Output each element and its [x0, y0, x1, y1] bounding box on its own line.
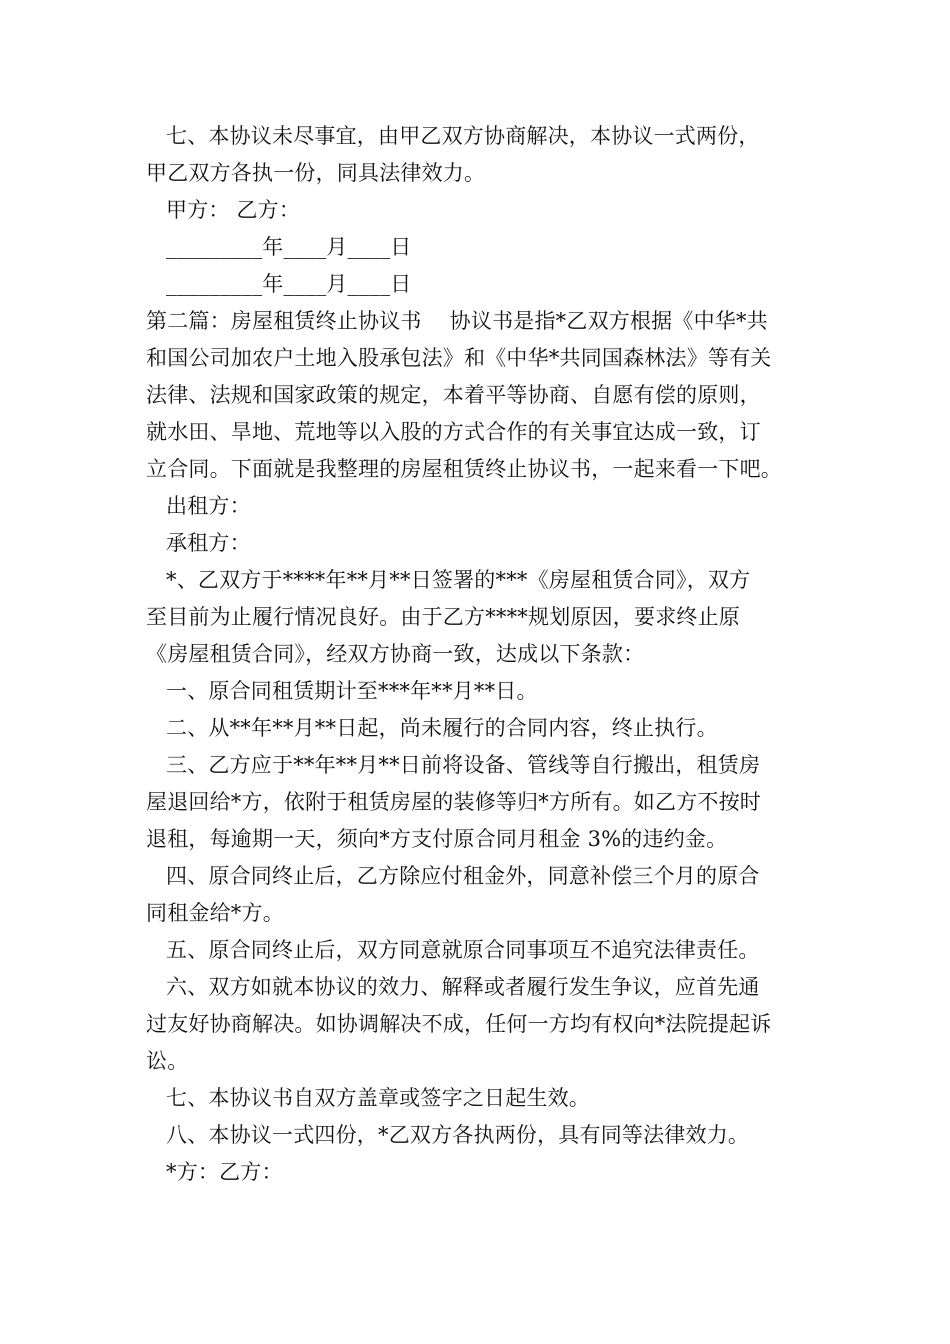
- paragraph-line: *、乙双方于****年**月**日签署的***《房屋租赁合同》，双方: [166, 568, 751, 592]
- document-body: [146, 118, 810, 1191]
- lessee-label: 承租方：: [166, 531, 251, 555]
- paragraph-line: 立合同。下面就是我整理的房屋租赁终止协议书，一起来看一下吧。: [146, 457, 782, 481]
- clause-line: 三、乙方应于**年**月**日前将设备、管线等自行搬出，租赁房: [166, 753, 761, 777]
- paragraph-line: 和国公司加农户土地入股承包法》和《中华*共同国森林法》等有关: [146, 346, 772, 370]
- clause-line: 讼。: [146, 1049, 189, 1073]
- clause-line: 四、原合同终止后，乙方除应付租金外，同意补偿三个月的原合: [166, 864, 760, 888]
- clause-line: 二、从**年**月**日起，尚未履行的合同内容，终止执行。: [166, 716, 718, 740]
- paragraph-line: 七、本协议未尽事宜，由甲乙双方协商解决，本协议一式两份，: [166, 124, 760, 148]
- clause-line: 七、本协议书自双方盖章或签字之日起生效。: [166, 1086, 590, 1110]
- clause-line: 五、原合同终止后，双方同意就原合同事项互不追究法律责任。: [166, 938, 760, 962]
- paragraph-line: 《房屋租赁合同》，经双方协商一致，达成以下条款：: [146, 642, 645, 666]
- clause-line: 同租金给*方。: [146, 901, 284, 925]
- lessor-label: 出租方：: [166, 494, 251, 518]
- clause-line: 八、本协议一式四份，*乙双方各执两份，具有同等法律效力。: [166, 1123, 750, 1147]
- paragraph-line: 至目前为止履行情况良好。由于乙方****规划原因，要求终止原: [146, 605, 740, 629]
- paragraph-line: 甲乙双方各执一份，同具法律效力。: [146, 161, 486, 185]
- paragraph-line: 就水田、旱地、荒地等以入股的方式合作的有关事宜达成一致，订: [146, 420, 761, 444]
- date-line: _________年____月____日: [166, 235, 412, 259]
- paragraph-line: 法律、法规和国家政策的规定，本着平等协商、自愿有偿的原则，: [146, 383, 761, 407]
- clause-line: 退租，每逾期一天，须向*方支付原合同月租金 3%的违约金。: [146, 827, 728, 851]
- clause-line: 六、双方如就本协议的效力、解释或者履行发生争议，应首先通: [166, 975, 760, 999]
- clause-line: 屋退回给*方，依附于租赁房屋的装修等归*方所有。如乙方不按时: [146, 790, 761, 814]
- section-heading-line: 第二篇：房屋租赁终止协议书 协议书是指*乙双方根据《中华*共: [146, 309, 768, 333]
- clause-line: 一、原合同租赁期计至***年**月**日。: [166, 679, 538, 703]
- signature-parties: 甲方： 乙方：: [166, 198, 301, 222]
- date-line: _________年____月____日: [166, 272, 412, 296]
- signature-parties: *方：乙方：: [166, 1160, 283, 1184]
- clause-line: 过友好协商解决。如协调解决不成，任何一方均有权向*法院提起诉: [146, 1012, 772, 1036]
